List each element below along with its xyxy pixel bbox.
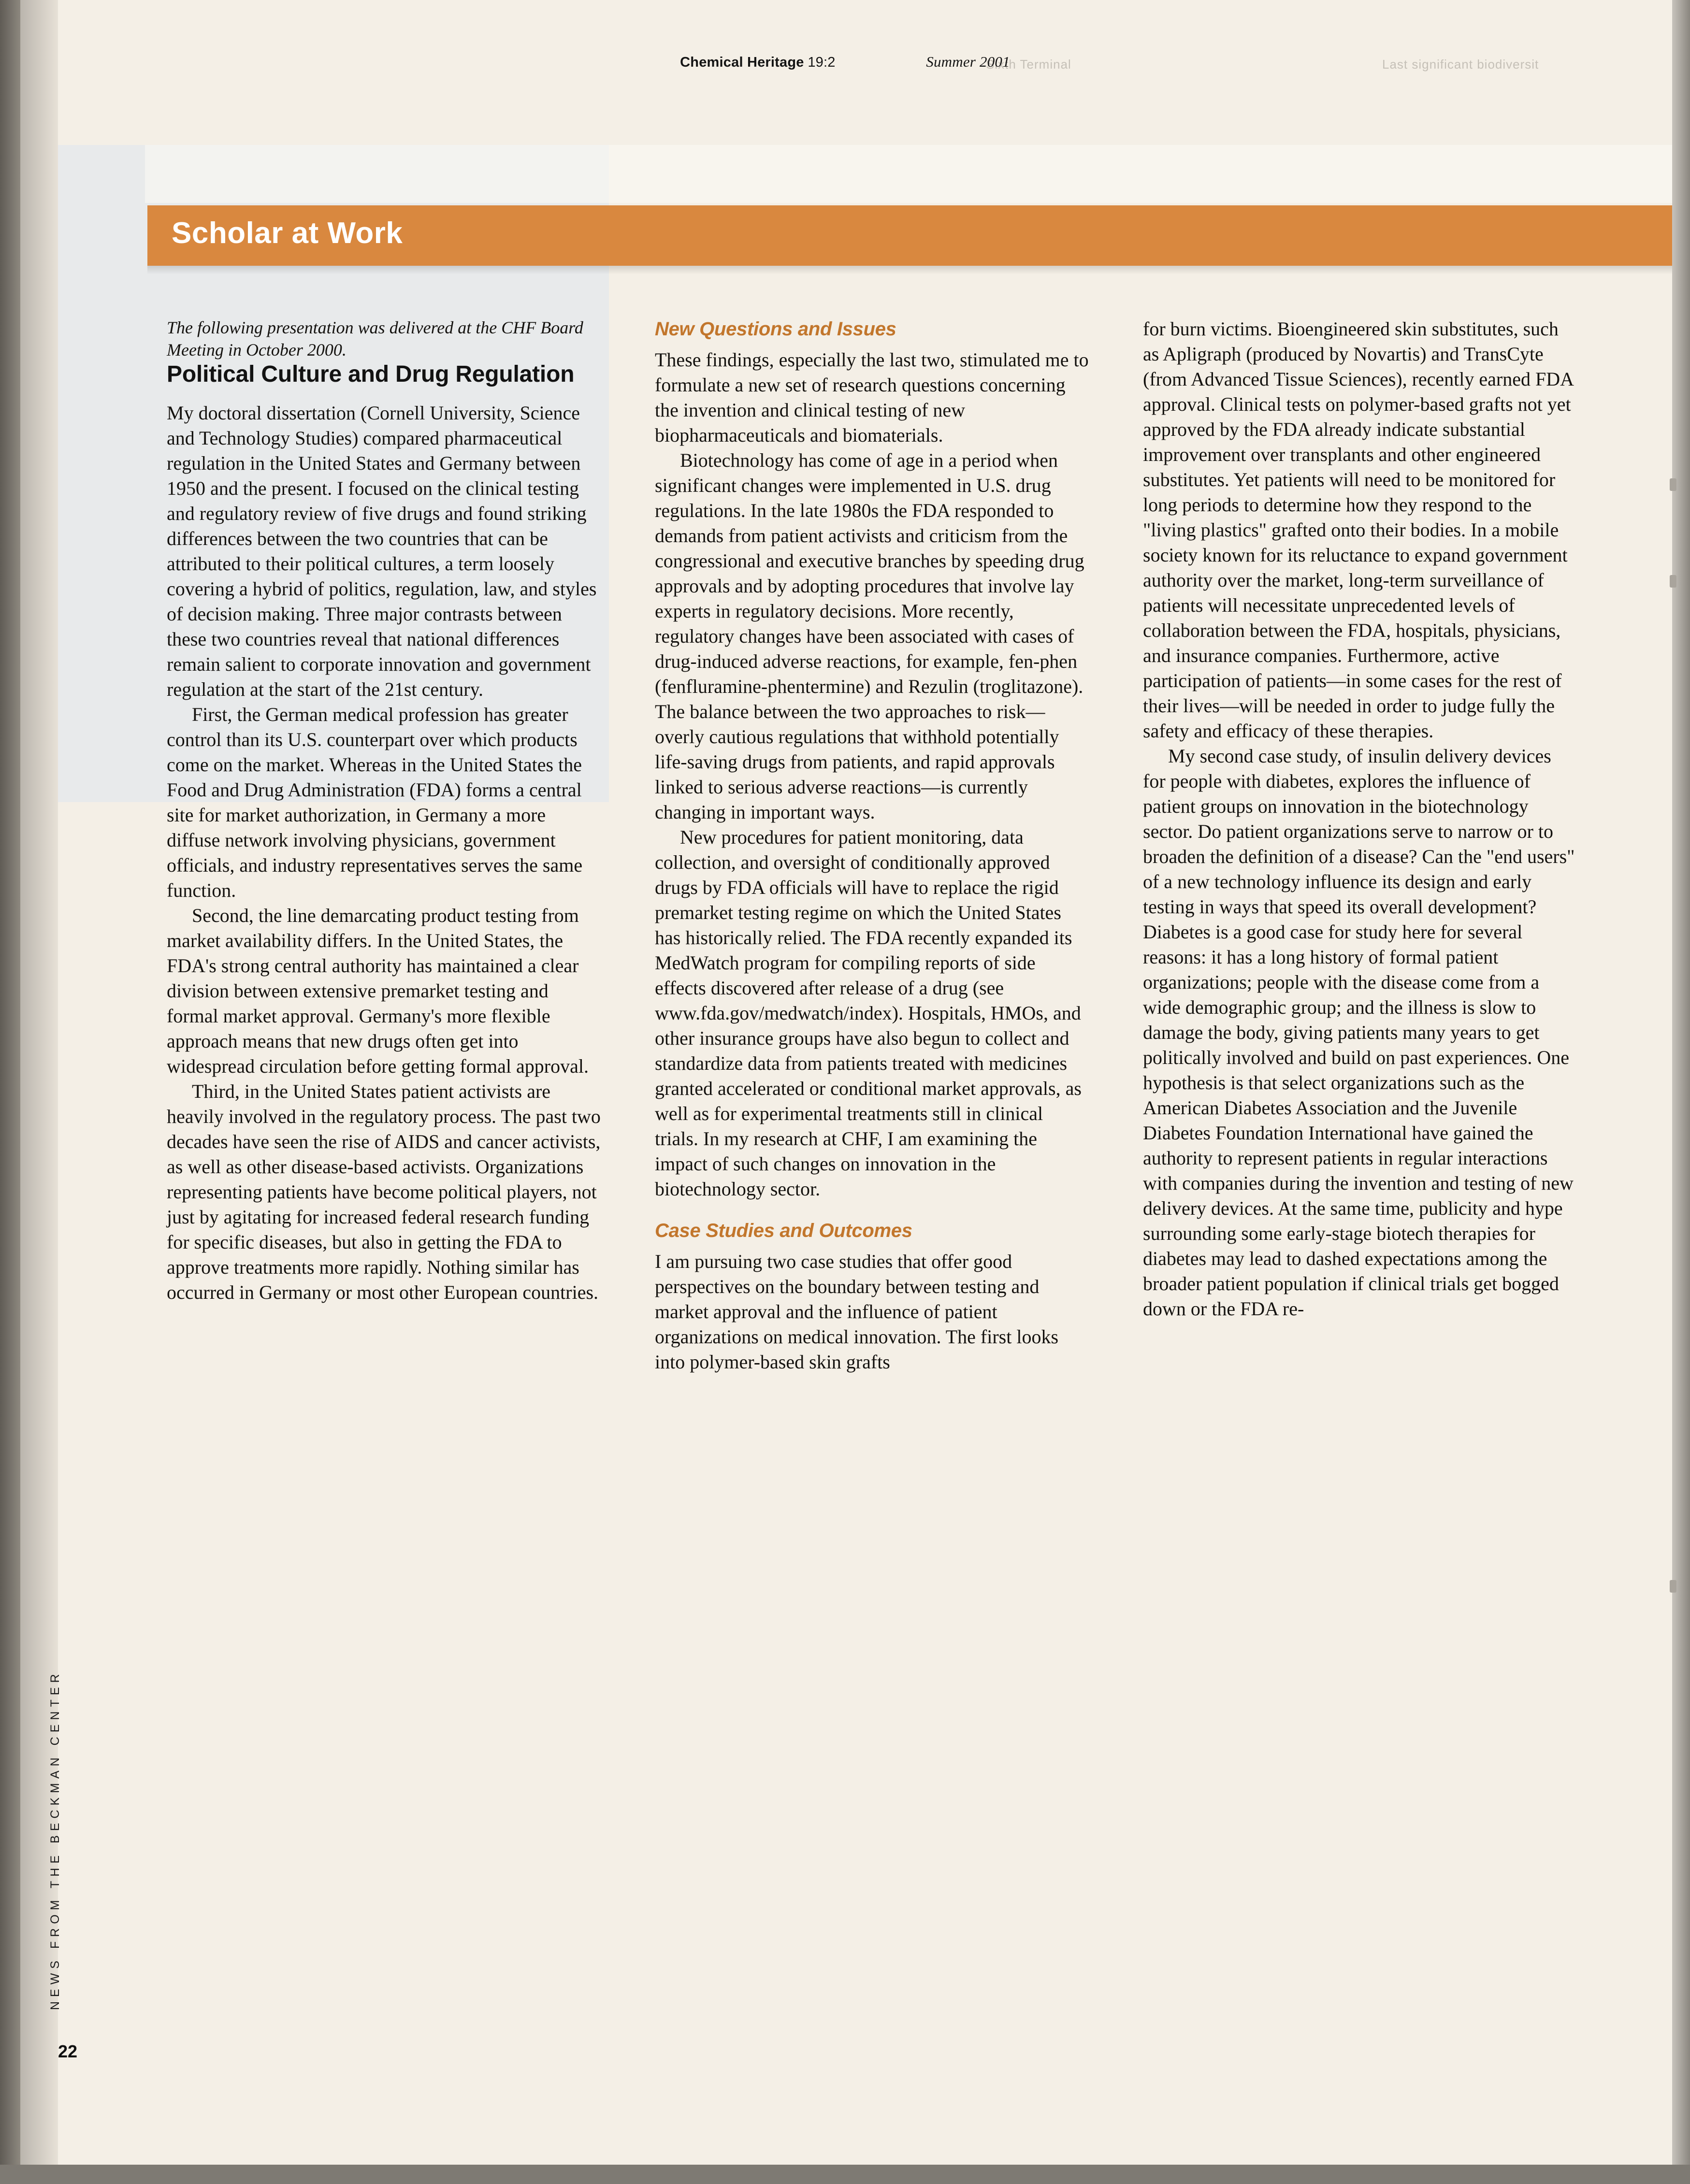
section-banner-title: Scholar at Work — [172, 216, 403, 250]
scan-right-edge — [1672, 0, 1690, 2184]
section-heading-new-questions: New Questions and Issues — [655, 318, 896, 340]
bleed-through-text-right: Last significant biodiversit — [1382, 57, 1539, 72]
sidebar-vertical-label: NEWS FROM THE BECKMAN CENTER — [48, 1669, 62, 2010]
paragraph: These findings, especially the last two, stimulated me to formulate a new set of research questions concerning the invention and clinical testing of new biopharmaceuticals and biomaterials. — [655, 349, 1089, 446]
text-column-3 — [1143, 316, 1578, 1322]
edge-artifact — [1670, 1580, 1676, 1593]
section-heading-case-studies: Case Studies and Outcomes — [655, 1220, 912, 1241]
scan-tint-overlay-top — [145, 145, 1672, 203]
paragraph: I am pursuing two case studies that offer good perspectives on the boundary between testing and market approval and the influence of patient organizations on medical innovation. The first looks into polymer-based skin grafts — [655, 1250, 1059, 1373]
running-head — [0, 53, 1690, 71]
text-column-1 — [167, 316, 602, 1305]
paragraph: First, the German medical profession has greater control than its U.S. counterpart over which products come on the market. Whereas in the United States the Food and Drug Administration (FDA) forms a central site for market authorization, in Germany a more diffuse network involving physicians, government officials, and industry representatives serves the same function. — [167, 703, 583, 901]
page-number: 22 — [58, 2041, 78, 2061]
paragraph: New procedures for patient monitoring, data collection, and oversight of conditionally approved drugs by FDA officials will have to replace the rigid premarket testing regime on which the United States has historically relied. The FDA recently expanded its MedWatch program for compiling reports of side effects discovered after release of a drug (see www.fda.gov/medwatch/index). Hospitals, HMOs, and other insurance groups have also begun to collect and standardize data from patients treated with medicines granted accelerated or conditional market approvals, as well as for experimental treatments still in clinical trials. In my research at CHF, I am examining the impact of such changes on innovation in the biotechnology sector. — [655, 826, 1082, 1200]
volume-issue: 19:2 — [808, 55, 836, 70]
paragraph: My second case study, of insulin delivery devices for people with diabetes, explores the influence of patient groups on innovation in the biotechnology sector. Do patient organizations serve to narrow or to broaden the definition of a disease? Can the "end users" of a new technology influence its design and early testing in ways that speed its overall development? Diabetes is a good case for study here for several reasons: it has a long history of formal patient organizations; people with the disease come from a wide demographic group; and the illness is slow to damage the body, giving patients many years to get politically involved and build on past experiences. One hypothesis is that select organizations such as the American Diabetes Association and the Juvenile Diabetes Foundation International have gained the authority to represent patients in regular interactions with companies during the invention and testing of new delivery devices. At the same time, publicity and hype surrounding some early-stage biotech therapies for diabetes may lead to dashed expectations among the broader patient population if clinical trials get bogged down or the FDA re- — [1143, 745, 1575, 1320]
issue-season: Summer 2001 — [926, 53, 1010, 70]
article-title: Political Culture and Drug Regulation — [167, 361, 575, 388]
text-column-2 — [655, 316, 1090, 1375]
banner-shadow — [147, 266, 1672, 274]
paragraph: My doctoral dissertation (Cornell University, Science and Technology Studies) compared pharmaceutical regulation in the United States and Germany between 1950 and the present. I focused on the clinical testing and regulatory review of five drugs and found striking differences between the two countries that can be attributed to their political cultures, a term loosely covering a hybrid of politics, regulation, law, and styles of decision making. Three major contrasts between these two countries reveal that national differences remain salient to corporate innovation and government regulation at the start of the 21st century. — [167, 402, 597, 700]
scan-bottom-edge — [0, 2165, 1690, 2184]
paragraph: Biotechnology has come of age in a period when significant changes were implemented in U.S. drug regulations. In the late 1980s the FDA responded to demands from patient activists and criticism from the congressional and executive branches by speeding drug approvals and by adopting procedures that involve lay experts in regulatory decisions. More recently, regulatory changes have been associated with cases of drug-induced adverse reactions, for example, fen-phen (fenfluramine-phentermine) and Rezulin (troglitazone). The balance between the two approaches to risk—overly cautious regulations that withhold potentially life-saving drugs from patients, and rapid approvals linked to serious adverse reactions—is currently changing in important ways. — [655, 449, 1084, 823]
section-banner — [147, 205, 1672, 266]
journal-name: Chemical Heritage — [680, 55, 804, 70]
edge-artifact — [1670, 575, 1676, 588]
paragraph: Third, in the United States patient activists are heavily involved in the regulatory process. The past two decades have seen the rise of AIDS and cancer activists, as well as other disease-based activists. Organizations representing patients have become political players, not just by agitating for increased federal research funding for specific diseases, but also in getting the FDA to approve treatments more rapidly. Nothing similar has occurred in Germany or most other European countries. — [167, 1080, 601, 1303]
edge-artifact — [1670, 478, 1676, 491]
scan-left-edge — [0, 0, 20, 2184]
bleed-through-text-left: Sixth Terminal — [986, 57, 1071, 72]
paragraph: for burn victims. Bioengineered skin substitutes, such as Apligraph (produced by Novartis) and TransCyte (from Advanced Tissue Sciences), recently earned FDA approval. Clinical tests on polymer-based grafts not yet approved by the FDA already indicate substantial improvement over transplants and other engineered substitutes. Yet patients will need to be monitored for long periods to determine how they respond to the "living plastics" grafted onto their bodies. In a mobile society known for its reluctance to expand government authority over the market, long-term surveillance of patients will necessitate unprecedented levels of collaboration between the FDA, hospitals, physicians, and insurance companies. Furthermore, active participation of patients—in some cases for the rest of their lives—will be needed in order to judge fully the safety and efficacy of these therapies. — [1143, 318, 1573, 742]
standfirst: The following presentation was delivered at the CHF Board Meeting in October 2000. — [167, 318, 583, 360]
paragraph: Second, the line demarcating product testing from market availability differs. In the United States, the FDA's strong central authority has maintained a clear division between extensive premarket testing and formal market approval. Germany's more flexible approach means that new drugs often get into widespread circulation before getting formal approval. — [167, 904, 589, 1077]
